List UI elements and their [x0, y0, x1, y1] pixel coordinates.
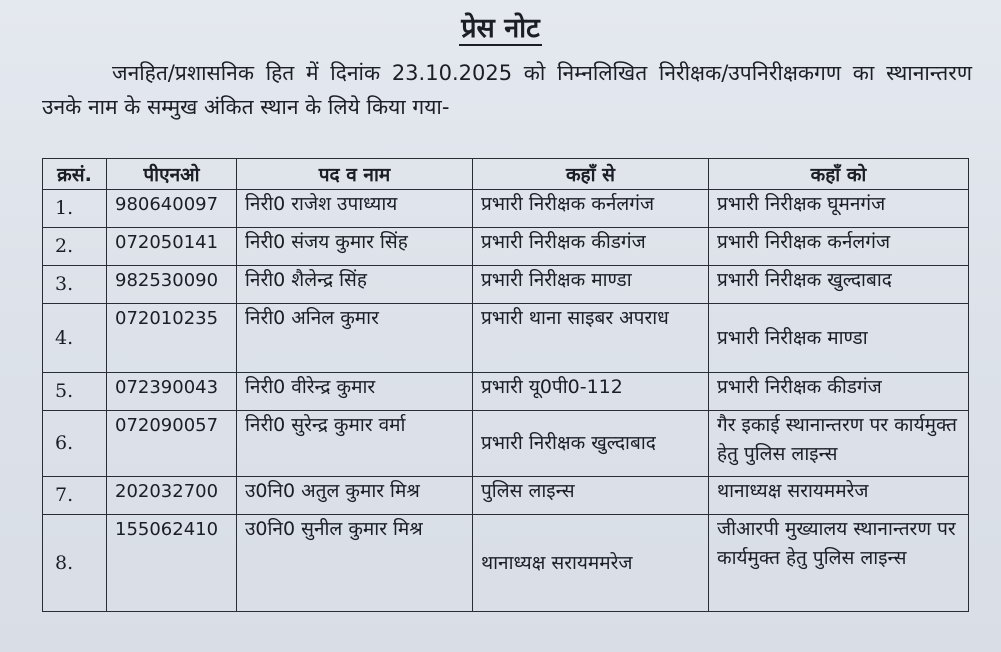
cell-to: प्रभारी निरीक्षक कीडगंज	[709, 373, 969, 411]
cell-name: निरी0 संजय कुमार सिंह	[237, 228, 473, 266]
table-row	[43, 190, 969, 228]
cell-pno: 980640097	[107, 190, 237, 228]
cell-sn: 1.	[43, 190, 107, 228]
cell-name: निरी0 वीरेन्द्र कुमार	[237, 373, 473, 411]
cell-from: प्रभारी निरीक्षक कीडगंज	[473, 228, 709, 266]
header-to: कहाँ को	[709, 159, 969, 190]
cell-pno: 155062410	[107, 515, 237, 612]
page-title: प्रेस नोट	[461, 13, 540, 44]
table-row	[43, 477, 969, 515]
cell-name: निरी0 सुरेन्द्र कुमार वर्मा	[237, 411, 473, 477]
cell-to: प्रभारी निरीक्षक कर्नलगंज	[709, 228, 969, 266]
cell-to: थानाध्यक्ष सरायममरेज	[709, 477, 969, 515]
header-from: कहाँ से	[473, 159, 709, 190]
cell-sn: 3.	[43, 266, 107, 304]
table-row	[43, 304, 969, 373]
cell-pno: 072090057	[107, 411, 237, 477]
table-row	[43, 266, 969, 304]
transfer-table	[42, 158, 969, 612]
cell-pno: 072050141	[107, 228, 237, 266]
cell-name: निरी0 राजेश उपाध्याय	[237, 190, 473, 228]
cell-from: प्रभारी निरीक्षक माण्डा	[473, 266, 709, 304]
cell-pno: 982530090	[107, 266, 237, 304]
cell-from: प्रभारी निरीक्षक कर्नलगंज	[473, 190, 709, 228]
cell-name: उ0नि0 अतुल कुमार मिश्र	[237, 477, 473, 515]
cell-from: थानाध्यक्ष सरायममरेज	[473, 515, 709, 612]
cell-sn: 4.	[43, 304, 107, 373]
cell-sn: 5.	[43, 373, 107, 411]
cell-sn: 8.	[43, 515, 107, 612]
cell-to: गैर इकाई स्थानान्तरण पर कार्यमुक्त हेतु पुलिस लाइन्स	[709, 411, 969, 477]
cell-name: निरी0 अनिल कुमार	[237, 304, 473, 373]
cell-from: प्रभारी यू0पी0-112	[473, 373, 709, 411]
cell-sn: 6.	[43, 411, 107, 477]
cell-from: पुलिस लाइन्स	[473, 477, 709, 515]
cell-name: उ0नि0 सुनील कुमार मिश्र	[237, 515, 473, 612]
table-row	[43, 373, 969, 411]
cell-from: प्रभारी निरीक्षक खुल्दाबाद	[473, 411, 709, 477]
cell-sn: 7.	[43, 477, 107, 515]
header-pno: पीएनओ	[107, 159, 237, 190]
table-header-row	[43, 159, 969, 190]
cell-sn: 2.	[43, 228, 107, 266]
header-sn: क्रसं.	[43, 159, 107, 190]
cell-to: प्रभारी निरीक्षक खुल्दाबाद	[709, 266, 969, 304]
table-row	[43, 228, 969, 266]
cell-name: निरी0 शैलेन्द्र सिंह	[237, 266, 473, 304]
header-name: पद व नाम	[237, 159, 473, 190]
table-row	[43, 411, 969, 477]
cell-pno: 072390043	[107, 373, 237, 411]
cell-to: प्रभारी निरीक्षक घूमनगंज	[709, 190, 969, 228]
cell-pno: 202032700	[107, 477, 237, 515]
cell-pno: 072010235	[107, 304, 237, 373]
cell-to: प्रभारी निरीक्षक माण्डा	[709, 304, 969, 373]
intro-paragraph: जनहित/प्रशासनिक हित में दिनांक 23.10.2025 को निम्नलिखित निरीक्षक/उपनिरीक्षकगण का स्थानान्तरण उनके नाम के सम्मुख अंकित स्थान के लिये किया गया-	[42, 61, 972, 119]
table-row	[43, 515, 969, 612]
cell-from: प्रभारी थाना साइबर अपराध	[473, 304, 709, 373]
cell-to: जीआरपी मुख्यालय स्थानान्तरण पर कार्यमुक्त हेतु पुलिस लाइन्स	[709, 515, 969, 612]
